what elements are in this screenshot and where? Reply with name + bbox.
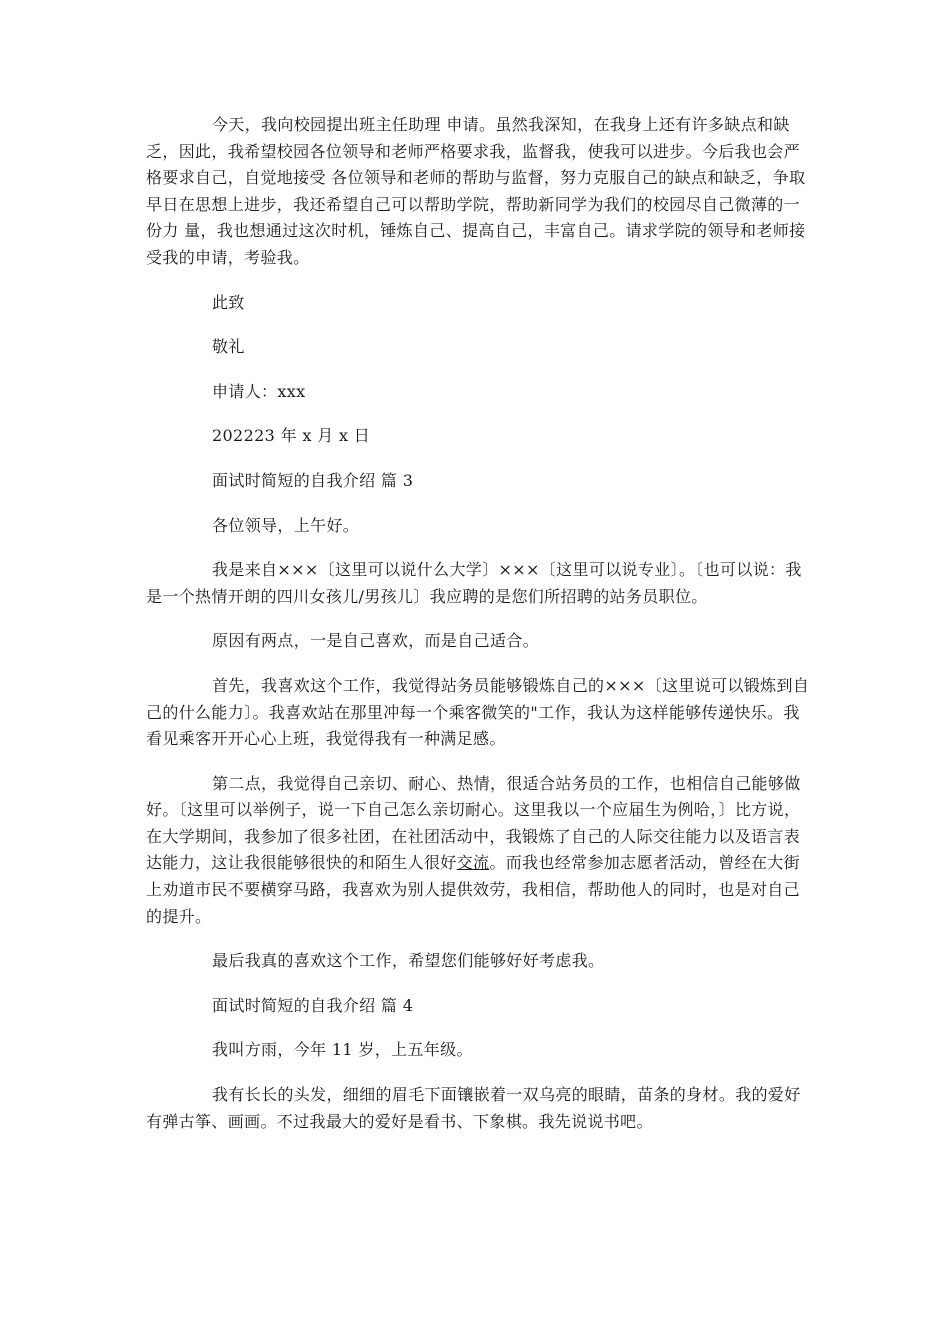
paragraph-second-reason-text: 第二点，我觉得自己亲切、耐心、热情，很适合站务员的工作，也相信自己能够做好。〔这里可以举例子，说一下自己怎么亲切耐心。这里我以一个应届生为例哈，〕比方说，在大学期间，我参加了很多社团，在社团活动中，我锻炼了自己的人际交往能力以及语言表达能力，这让我很能够很快的和陌生人很好 [146,773,801,873]
closing-salutation: 此致 [212,292,245,312]
section-heading-4: 面试时简短的自我介绍 篇 4 [212,995,414,1015]
paragraph-first-reason: 首先，我喜欢这个工作，我觉得站务员能够锻炼自己的×××〔这里说可以锻炼到自己的什么能力〕。我喜欢站在那里冲每一个乘客微笑的"工作，我认为这样能够传递快乐。我看见乘客开开心心上班，我觉得我有一种满足感。 [146,675,810,749]
applicant-signature: 申请人：xxx [212,381,306,401]
paragraph-second-reason-rest: 。而我也经常参加志愿者活动，曾经在大街上劝道市民不要横穿马路，我喜欢为别人提供效劳，我相信，帮助他人的同时，也是对自己的提升。 [146,853,801,926]
paragraph-reasons: 原因有两点，一是自己喜欢，而是自己适合。 [212,631,540,651]
paragraph-closing: 最后我真的喜欢这个工作，希望您们能够好好考虑我。 [212,951,605,971]
greeting: 各位领导，上午好。 [212,515,360,535]
section-heading-3: 面试时简短的自我介绍 篇 3 [212,470,414,490]
paragraph-intro: 我是来自×××〔这里可以说什么大学〕×××〔这里可以说专业〕。〔也可以说：我是一个热情开朗的四川女孩儿/男孩儿〕我应聘的是您们所招聘的站务员职位。 [146,560,802,606]
link-communication[interactable]: 交流 [456,853,490,873]
paragraph-second-reason [146,771,810,931]
application-date: 202223 年 x 月 x 日 [212,426,371,446]
paragraph-application: 今天，我向校园提出班主任助理 申请。虽然我深知，在我身上还有许多缺点和缺乏，因此，我希望校园各位领导和老师严格要求我，监督我，使我可以进步。今后我也会严格要求自己，自觉地接受 各位领导和老师的帮助与监督，努力克服自己的缺点和缺乏，争取早日在思想上进步，我还希望自己可以帮助学院，帮助新同学为我们的校园尽自己微薄的一份力 量，我也想通过这次时机，锤炼自己、提高自己，丰富自己。请求学院的领导和老师接受我的申请，考验我。 [146,115,806,267]
paragraph-appearance: 我有长长的头发，细细的眉毛下面镶嵌着一双乌亮的眼睛，苗条的身材。我的爱好有弹古筝、画画。不过我最大的爱好是看书、下象棋。我先说说书吧。 [146,1085,801,1131]
closing-respect: 敬礼 [212,337,245,357]
document-body [146,112,810,1135]
paragraph-name-age: 我叫方雨，今年 11 岁，上五年级。 [212,1040,473,1060]
